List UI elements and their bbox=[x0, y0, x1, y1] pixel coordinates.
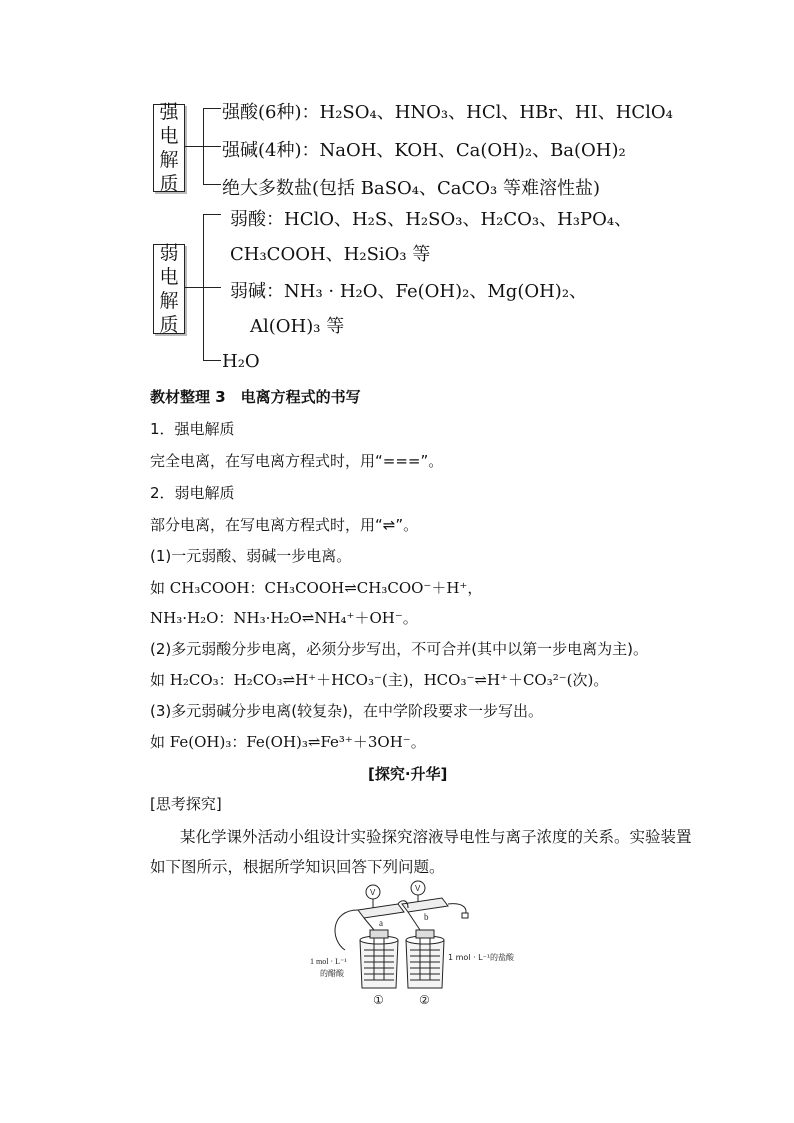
weak-electrolyte-text: 部分电离，在写电离方程式时，用“⇌”。 bbox=[150, 516, 419, 534]
strong-acid-line: 强酸(6种)：H₂SO₄、HNO₃、HCl、HBr、HI、HClO₄ bbox=[222, 102, 673, 123]
bracket-stem bbox=[185, 146, 203, 147]
example-acetic-acid: 如 CH₃COOH：CH₃COOH⇌CH₃COO⁻＋H⁺， bbox=[150, 579, 483, 597]
label-char: 电 bbox=[159, 125, 179, 147]
point-2: (2)多元弱酸分步电离，必须分步写出，不可合并(其中以第一步电离为主)。 bbox=[150, 640, 648, 658]
question-paragraph-line2: 如下图所示，根据所学知识回答下列问题。 bbox=[150, 858, 445, 876]
weak-acid-line: 弱酸：HClO、H₂S、H₂SO₃、H₂CO₃、H₃PO₄、 bbox=[230, 209, 633, 230]
weak-electrolyte-label bbox=[153, 244, 185, 334]
label-char: 质 bbox=[159, 173, 179, 195]
strong-electrolyte-text: 完全电离，在写电离方程式时，用“===”。 bbox=[150, 452, 444, 470]
question-paragraph-line1: 某化学课外活动小组设计实验探究溶液导电性与离子浓度的关系。实验装置 bbox=[180, 828, 692, 846]
bracket-tick bbox=[203, 287, 221, 288]
label-b: b bbox=[424, 912, 429, 922]
weak-acid-line-2: CH₃COOH、H₂SiO₃ 等 bbox=[230, 244, 431, 265]
conductivity-apparatus-figure bbox=[300, 880, 520, 1010]
left-solution-label-2: 的醋酸 bbox=[320, 969, 344, 978]
label-char: 质 bbox=[159, 314, 179, 336]
strong-electrolyte-title: 1．强电解质 bbox=[150, 420, 235, 438]
example-carbonic-acid: 如 H₂CO₃：H₂CO₃⇌H⁺＋HCO₃⁻(主)，HCO₃⁻⇌H⁺＋CO₃²⁻(次)。 bbox=[150, 671, 609, 689]
beaker-2-label: ② bbox=[419, 993, 430, 1007]
label-char: 解 bbox=[159, 149, 179, 171]
explore-title: [探究·升华] bbox=[368, 765, 448, 783]
weak-electrolyte-title: 2．弱电解质 bbox=[150, 484, 235, 502]
point-1: (1)一元弱酸、弱碱一步电离。 bbox=[150, 547, 352, 565]
bulb-symbol-right: V bbox=[415, 884, 421, 893]
bracket-stem bbox=[185, 287, 203, 288]
label-a: a bbox=[379, 918, 383, 928]
salt-line: 绝大多数盐(包括 BaSO₄、CaCO₃ 等难溶性盐) bbox=[222, 178, 600, 199]
label-char: 电 bbox=[159, 266, 179, 288]
weak-base-line-2: Al(OH)₃ 等 bbox=[250, 316, 345, 337]
weak-base-line: 弱碱：NH₃ · H₂O、Fe(OH)₂、Mg(OH)₂、 bbox=[230, 281, 588, 302]
bulb-symbol-left: V bbox=[370, 888, 376, 897]
example-ammonia: NH₃·H₂O：NH₃·H₂O⇌NH₄⁺＋OH⁻。 bbox=[150, 609, 418, 627]
bracket-tick bbox=[203, 360, 221, 361]
bracket-tick bbox=[203, 184, 221, 185]
label-char: 解 bbox=[159, 290, 179, 312]
strong-base-line: 强碱(4种)：NaOH、KOH、Ca(OH)₂、Ba(OH)₂ bbox=[222, 140, 626, 161]
bracket-tick bbox=[203, 146, 221, 147]
example-iron-hydroxide: 如 Fe(OH)₃：Fe(OH)₃⇌Fe³⁺＋3OH⁻。 bbox=[150, 733, 426, 751]
water-line: H₂O bbox=[222, 351, 260, 372]
label-char: 强 bbox=[159, 101, 179, 123]
point-3: (3)多元弱碱分步电离(较复杂)，在中学阶段要求一步写出。 bbox=[150, 702, 543, 720]
think-title: [思考探究] bbox=[150, 795, 222, 813]
beaker-1-label: ① bbox=[373, 993, 384, 1007]
section-heading: 教材整理 3 电离方程式的书写 bbox=[150, 388, 361, 406]
left-solution-label: 1 mol · L⁻¹ bbox=[310, 957, 347, 966]
bracket-tick bbox=[203, 214, 221, 215]
strong-electrolyte-label bbox=[153, 101, 185, 195]
label-char: 弱 bbox=[159, 242, 179, 264]
bracket-tick bbox=[203, 108, 221, 109]
right-solution-label: 1 mol · L⁻¹的盐酸 bbox=[448, 953, 515, 962]
